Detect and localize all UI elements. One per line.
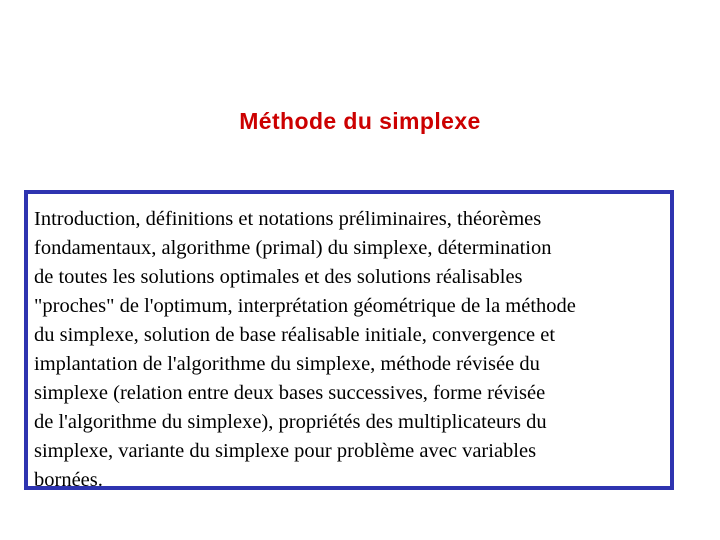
content-box (24, 190, 674, 490)
content-text: Introduction, définitions et notations préliminaires, théorèmes fondamentaux, algorithme (primal) du simplexe, détermination de toutes les solutions optimales et des solutions réalisables "proches" de l'optimum, interprétation géométrique de la méthode du simplexe, solution de base réalisable initiale, convergence et implantation de l'algorithme du simplexe, méthode révisée du simplexe (relation entre deux bases successives, forme révisée de l'algorithme du simplexe), propriétés des multiplicateurs du simplexe, variante du simplexe pour problème avec variables bornées. (34, 208, 576, 491)
slide-title: Méthode du simplexe (239, 108, 481, 134)
